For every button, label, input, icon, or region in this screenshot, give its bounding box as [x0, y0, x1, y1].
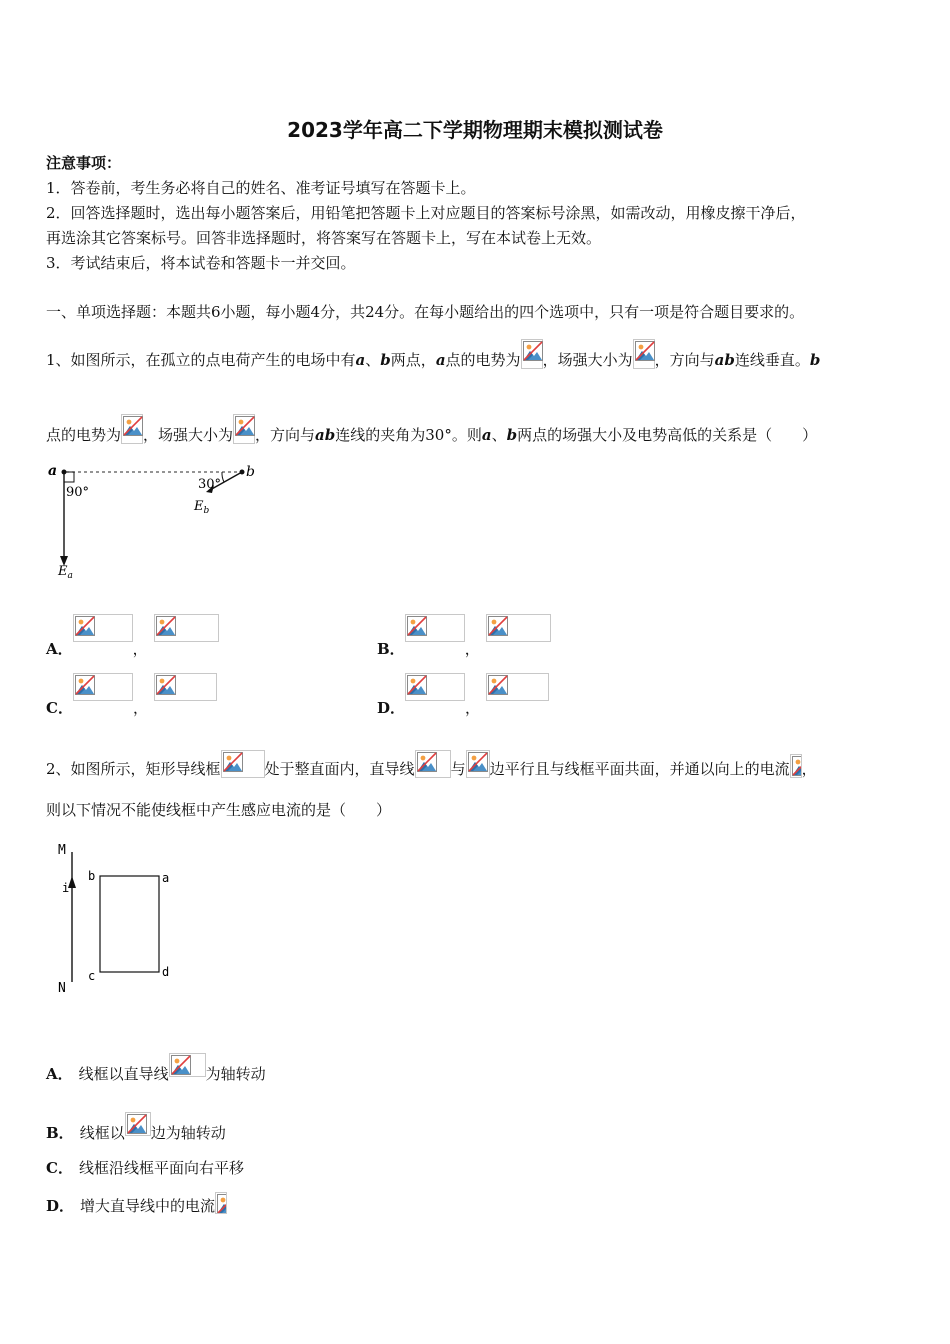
q2-option-a[interactable]: A． 线框以直导线 为轴转动 — [46, 1053, 266, 1084]
note-1: 1．答卷前，考生务必将自己的姓名、准考证号填写在答题卡上。 — [46, 179, 476, 197]
svg-text:M: M — [58, 843, 66, 858]
formula-image — [633, 339, 655, 369]
q2-option-c[interactable]: C． 线框沿线框平面向右平移 — [46, 1159, 244, 1177]
formula-image — [125, 1112, 151, 1136]
svg-text:c: c — [88, 969, 96, 983]
formula-image — [121, 414, 143, 444]
section-heading: 一、单项选择题：本题共6小题，每小题4分，共24分。在每小题给出的四个选项中，只有一项是符合题目要求的。 — [46, 303, 805, 321]
image-placeholder-icon — [407, 616, 427, 636]
image-placeholder-icon — [488, 616, 508, 636]
image-placeholder-icon — [171, 1055, 191, 1075]
angle-30-label: 30° — [198, 477, 222, 492]
notes-heading: 注意事项： — [46, 154, 122, 172]
formula-image — [154, 673, 217, 701]
svg-text:i: i — [62, 881, 70, 895]
page-title: 2023学年高二下学期物理期末模拟测试卷 — [287, 118, 663, 142]
formula-image — [215, 1192, 227, 1214]
note-2b: 再选涂其它答案标号。回答非选择题时，将答案写在答题卡上，写在本试卷上无效。 — [46, 229, 602, 247]
svg-text:N: N — [58, 981, 66, 996]
image-placeholder-icon — [407, 675, 427, 695]
figure-label-a: a — [48, 463, 58, 479]
formula-image — [73, 673, 133, 701]
svg-text:Eb: $E_b$ — [194, 499, 210, 516]
q1-field-figure — [46, 460, 276, 585]
q2-wire-frame-figure — [54, 838, 184, 998]
image-placeholder-icon — [123, 416, 143, 436]
q1-option-b[interactable]: B． ， — [377, 614, 551, 659]
image-placeholder-icon — [523, 341, 543, 361]
svg-text:Ea: $E_a$ — [58, 564, 73, 581]
formula-image — [486, 673, 549, 701]
q1-option-c[interactable]: C． ， — [46, 673, 217, 718]
q2-option-d[interactable]: D． 增大直导线中的电流 — [46, 1192, 227, 1216]
svg-text:d: d — [162, 965, 170, 979]
formula-image — [521, 339, 543, 369]
q2-line1: 2、如图所示，矩形导线框 处于整直面内，直导线 与 边平行且与线框平面共面，并通以向上的电流 ， — [46, 750, 817, 779]
formula-image — [233, 414, 255, 444]
image-placeholder-icon — [223, 752, 243, 772]
angle-90-label: 90° — [66, 485, 90, 500]
formula-image — [221, 750, 265, 778]
q1-line1: 1、如图所示，在孤立的点电荷产生的电场中有a、b两点，a点的电势为 ，场强大小为 ，方向与ab连线垂直。b — [46, 339, 820, 370]
formula-image — [405, 614, 465, 642]
q2-option-b[interactable]: B． 线框以 边为轴转动 — [46, 1112, 226, 1143]
image-placeholder-icon — [792, 756, 802, 776]
image-placeholder-icon — [75, 616, 95, 636]
formula-image — [790, 754, 802, 778]
q1-option-d[interactable]: D． ， — [377, 673, 549, 718]
formula-image — [486, 614, 551, 642]
q1-line2: 点的电势为 ，场强大小为 ，方向与ab连线的夹角为30°。则a、b两点的场强大小及电势高低的关系是（ ） — [46, 414, 817, 445]
image-placeholder-icon — [468, 752, 488, 772]
image-placeholder-icon — [417, 752, 437, 772]
svg-text:b: b — [88, 869, 96, 883]
formula-image — [154, 614, 219, 642]
image-placeholder-icon — [635, 341, 655, 361]
figure-label-b: b — [246, 464, 255, 480]
q2-line2: 则以下情况不能使线框中产生感应电流的是（ ） — [46, 801, 392, 819]
note-3: 3．考试结束后，将本试卷和答题卡一并交回。 — [46, 254, 356, 272]
svg-text:a: a — [162, 871, 170, 885]
formula-image — [405, 673, 465, 701]
image-placeholder-icon — [156, 675, 176, 695]
rectangular-frame — [100, 876, 159, 972]
image-placeholder-icon — [156, 616, 176, 636]
image-placeholder-icon — [75, 675, 95, 695]
image-placeholder-icon — [235, 416, 255, 436]
formula-image — [169, 1053, 206, 1077]
q1-option-a[interactable]: A． ， — [46, 614, 219, 659]
formula-image — [466, 750, 490, 778]
formula-image — [415, 750, 451, 778]
image-placeholder-icon — [217, 1194, 227, 1214]
note-2a: 2．回答选择题时，选出每小题答案后，用铅笔把答题卡上对应题目的答案标号涂黑，如需改动，用橡皮擦干净后， — [46, 204, 806, 222]
image-placeholder-icon — [488, 675, 508, 695]
image-placeholder-icon — [127, 1114, 147, 1134]
formula-image — [73, 614, 133, 642]
